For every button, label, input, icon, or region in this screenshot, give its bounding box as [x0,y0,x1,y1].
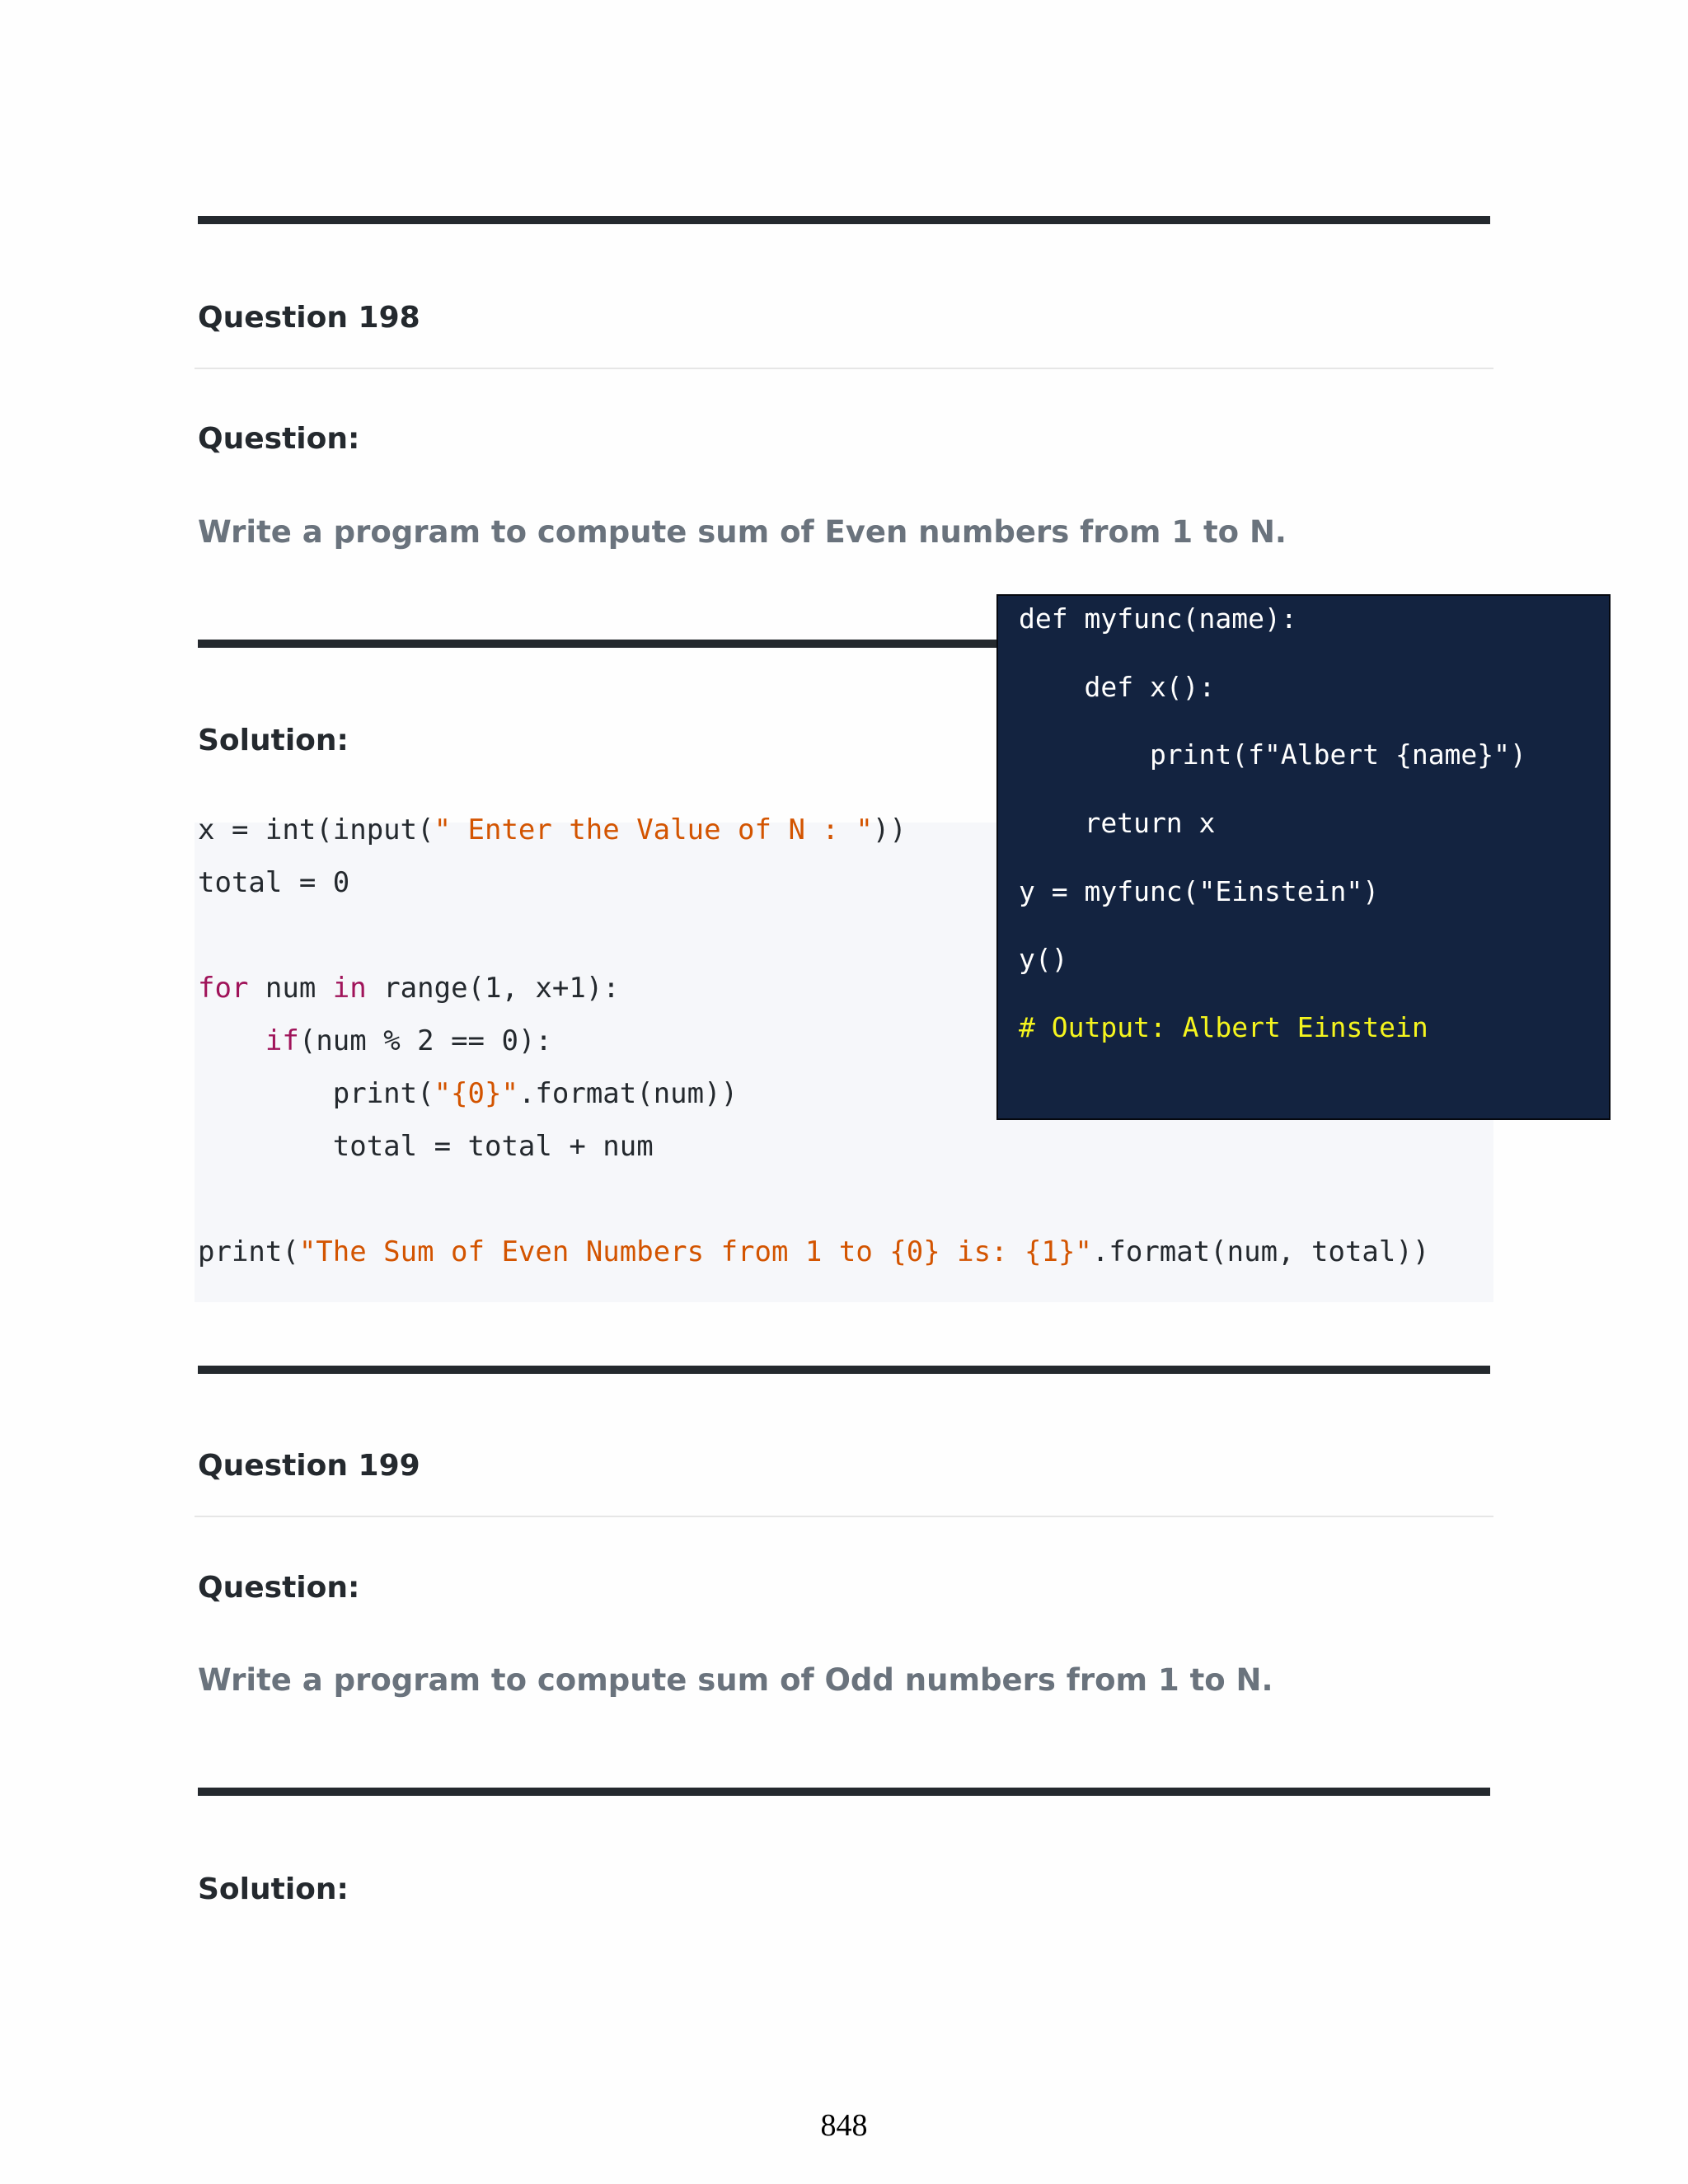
question-text: Write a program to compute sum of Even numbers from 1 to N. [198,514,1287,550]
solution-heading: Solution: [198,724,349,757]
code-line: total = total + num [198,1130,654,1163]
popup-code-line: return x [1019,807,1216,839]
question-heading: Question: [198,1571,360,1605]
popup-code-comment: # Output: Albert Einstein [1019,1011,1428,1043]
code-line: for num in range(1, x+1): [198,972,620,1005]
heading-underline [195,1516,1493,1517]
code-line: if(num % 2 == 0): [265,1024,552,1057]
popup-code-line: print(f"Albert {name}") [1019,738,1526,771]
popup-code-line: y = myfunc("Einstein") [1019,875,1380,907]
question-text: Write a program to compute sum of Odd numbers from 1 to N. [198,1662,1273,1698]
page-number: 848 [820,2108,868,2143]
section-divider [198,1788,1490,1796]
section-divider-top [198,216,1490,224]
popup-code-line: y() [1019,943,1068,975]
solution-heading: Solution: [198,1872,349,1906]
section-divider [198,1366,1490,1374]
question-heading: Question: [198,422,360,456]
popup-code-line: def myfunc(name): [1019,602,1297,635]
question-number-199: Question 199 [198,1449,420,1483]
heading-underline [195,368,1493,369]
code-popup [996,594,1611,1120]
code-line: print("{0}".format(num)) [198,1077,738,1110]
code-line: print("The Sum of Even Numbers from 1 to {0} is: {1}".format(num, total)) [198,1235,1430,1268]
code-line: x = int(input(" Enter the Value of N : ")) [198,813,907,846]
popup-code-line: def x(): [1019,671,1216,703]
question-number-198: Question 198 [198,301,420,335]
code-line: total = 0 [198,866,350,899]
